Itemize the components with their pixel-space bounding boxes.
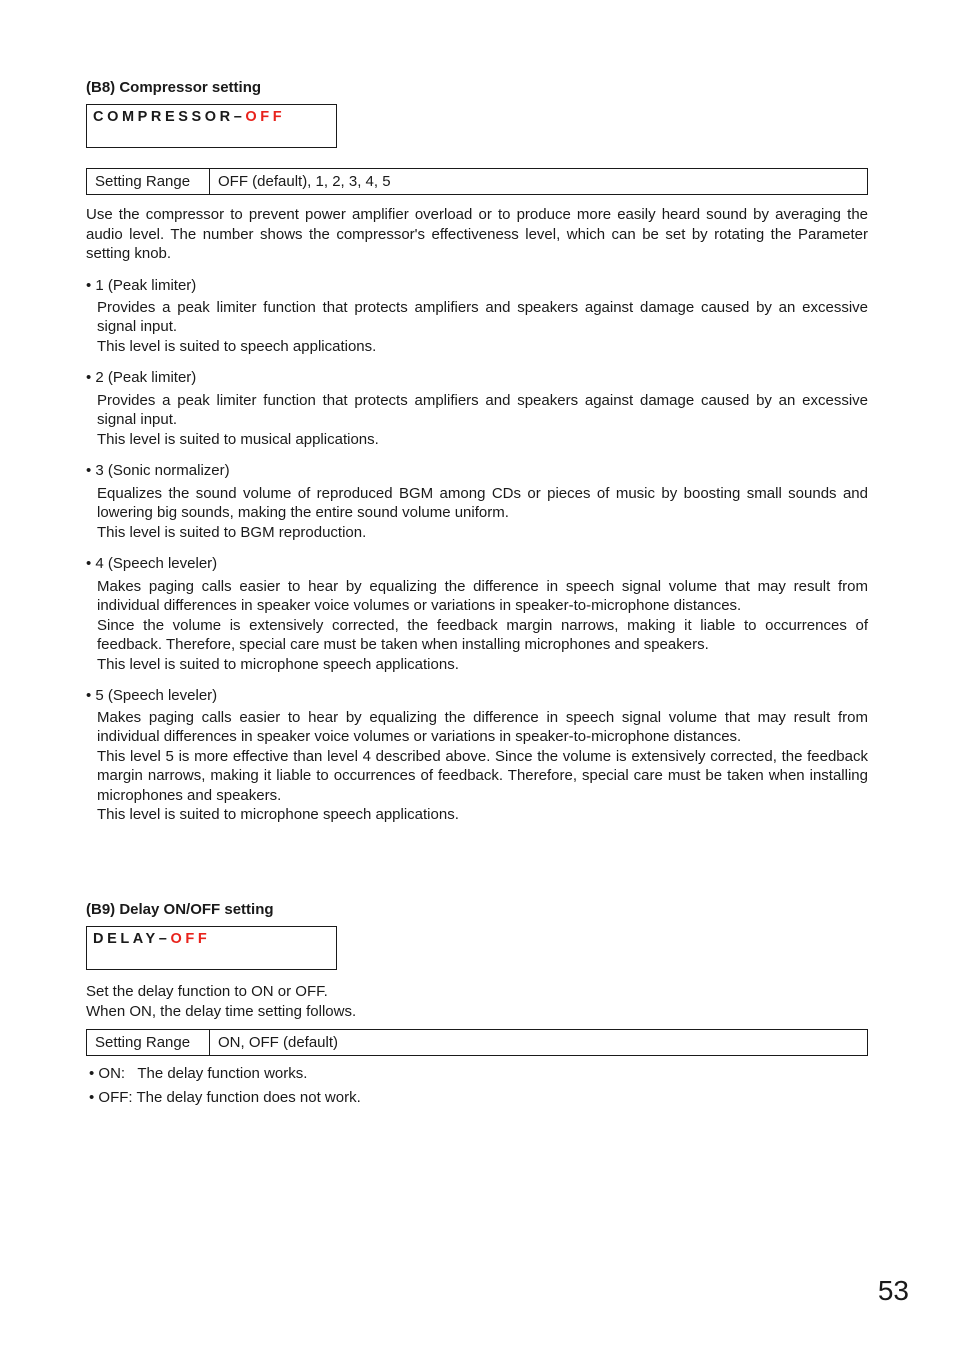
item-body bbox=[97, 391, 868, 449]
section-heading-delay: (B9) Delay ON/OFF setting bbox=[86, 901, 274, 918]
setting-range-label: Setting Range bbox=[87, 1030, 210, 1056]
section-heading-compressor: (B8) Compressor setting bbox=[86, 79, 262, 96]
bullet-on: • ON: The delay function works. bbox=[89, 1065, 308, 1082]
item-body bbox=[97, 708, 868, 824]
compressor-intro: Use the compressor to prevent power amplifier overload or to produce more easily heard sound by averaging the audio level. The number shows the compressor's effectiveness level, which can be set by rotating the Parameter setting knob. bbox=[86, 206, 868, 263]
delay-intro-line: Set the delay function to ON or OFF. bbox=[86, 983, 328, 1000]
item-line: Since the volume is extensively corrected, the feedback margin narrows, making it liable to occurrences of feedback. Therefore, special care must be taken when installing microphones and speakers. bbox=[97, 616, 868, 654]
lcd-display-compressor bbox=[86, 104, 337, 148]
item-line: Makes paging calls easier to hear by equalizing the difference in speech signal volume that may result from individual differences in speaker voice volumes or variations in speaker-to-microphone distances. bbox=[97, 709, 868, 746]
item-title: • 3 (Sonic normalizer) bbox=[86, 462, 230, 479]
item-line: This level is suited to microphone speech applications. bbox=[97, 655, 459, 673]
item-body bbox=[97, 298, 868, 356]
item-body bbox=[97, 577, 868, 674]
lcd-display-delay bbox=[86, 926, 337, 970]
setting-range-table-delay bbox=[86, 1029, 868, 1056]
item-body bbox=[97, 484, 868, 542]
delay-intro-line: When ON, the delay time setting follows. bbox=[86, 1003, 357, 1020]
item-title: • 1 (Peak limiter) bbox=[86, 277, 197, 294]
item-line: This level is suited to musical applications. bbox=[97, 430, 379, 448]
item-line: Provides a peak limiter function that protects amplifiers and speakers against damage caused by an excessive signal input. bbox=[97, 299, 868, 336]
page-number: 53 bbox=[877, 1275, 909, 1306]
bullet-off: • OFF: The delay function does not work. bbox=[89, 1089, 361, 1106]
lcd-value: OFF bbox=[170, 931, 211, 947]
lcd-text bbox=[93, 109, 285, 125]
setting-range-value: OFF (default), 1, 2, 3, 4, 5 bbox=[210, 169, 868, 195]
item-line: Provides a peak limiter function that protects amplifiers and speakers against damage caused by an excessive signal input. bbox=[97, 392, 868, 429]
setting-range-label: Setting Range bbox=[87, 169, 210, 195]
lcd-label: COMPRESSOR– bbox=[93, 109, 246, 125]
setting-range-value: ON, OFF (default) bbox=[210, 1030, 868, 1056]
lcd-text bbox=[93, 931, 210, 947]
item-line: This level 5 is more effective than level 4 described above. Since the volume is extensively corrected, the feedback margin narrows, making it liable to occurrences of feedback. Therefore, special care must be taken when installing microphones and speakers. bbox=[97, 747, 868, 804]
setting-range-table-compressor bbox=[86, 168, 868, 195]
item-title: • 2 (Peak limiter) bbox=[86, 369, 197, 386]
lcd-label: DELAY– bbox=[93, 931, 171, 947]
item-line: Makes paging calls easier to hear by equalizing the difference in speech signal volume that may result from individual differences in speaker voice volumes or variations in speaker-to-microphone distances. bbox=[97, 578, 868, 615]
item-line: This level is suited to speech applications. bbox=[97, 337, 377, 355]
item-title: • 5 (Speech leveler) bbox=[86, 687, 218, 704]
lcd-value: OFF bbox=[245, 109, 286, 125]
item-line: Equalizes the sound volume of reproduced BGM among CDs or pieces of music by boosting small sounds and lowering big sounds, making the entire sound volume uniform. bbox=[97, 485, 868, 522]
item-line: This level is suited to microphone speech applications. bbox=[97, 806, 459, 824]
item-line: This level is suited to BGM reproduction. bbox=[97, 523, 367, 541]
item-title: • 4 (Speech leveler) bbox=[86, 555, 218, 572]
